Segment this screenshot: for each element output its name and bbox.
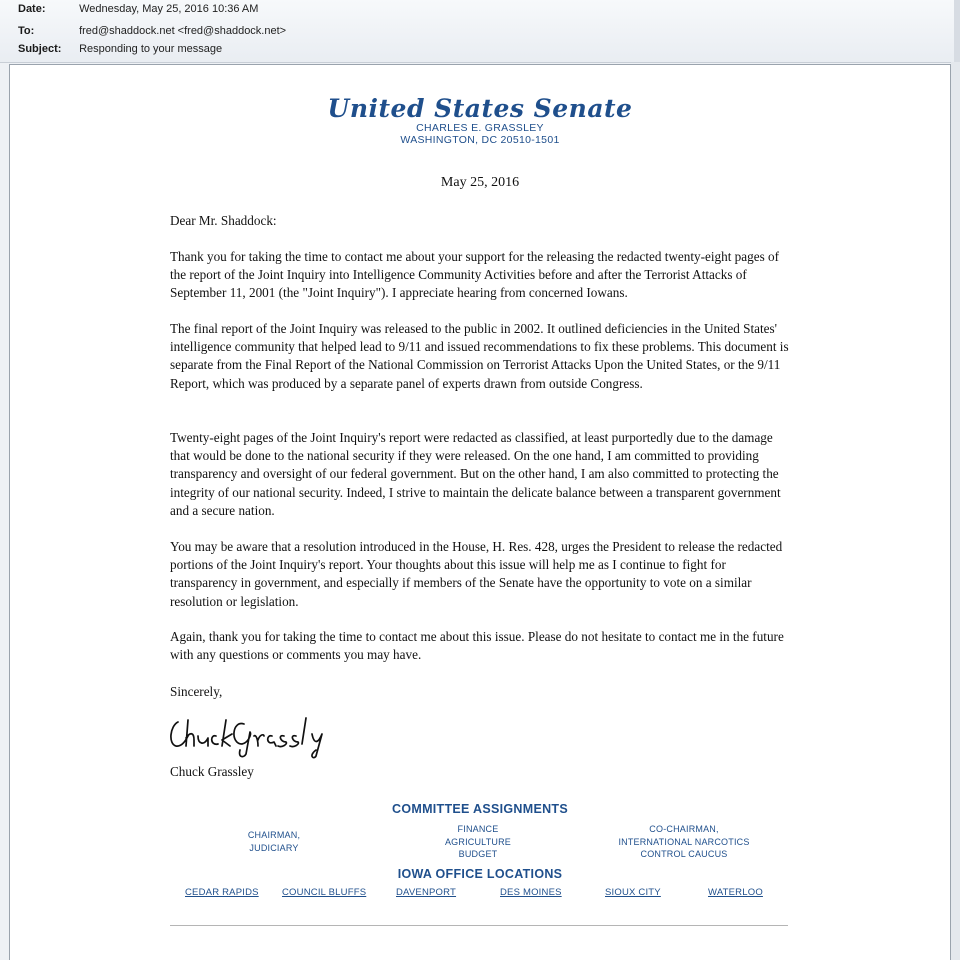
assignment-judiciary xyxy=(214,829,334,854)
letterhead-address: WASHINGTON, DC 20510-1501 xyxy=(400,134,560,146)
office-links xyxy=(170,887,792,901)
letter-date: May 25, 2016 xyxy=(440,175,520,190)
subject-row xyxy=(18,41,222,57)
header-edge xyxy=(954,0,960,62)
assignment-line: CHAIRMAN, xyxy=(247,830,301,840)
assignment-line: INTERNATIONAL NARCOTICS xyxy=(618,836,750,847)
subject-value: Responding to your message xyxy=(79,43,223,55)
office-link-council-bluffs[interactable]: COUNCIL BLUFFS xyxy=(282,887,367,898)
signature xyxy=(166,700,336,760)
assignment-line: CO-CHAIRMAN, xyxy=(649,824,719,834)
paragraph-3: Twenty-eight pages of the Joint Inquiry's report were redacted as classified, at least purportedly due to the damage that would be done to the national security if they were released. On the one hand, I am committed to providing transparency and oversight of our federal government. But on the other hand, I am also committed to protecting the integrity of our national security. Indeed, I strive to maintain the delicate balance between a transparent government and a secure nation. xyxy=(170,430,781,518)
offices-heading: IOWA OFFICE LOCATIONS xyxy=(397,867,563,881)
paragraph-5: Again, thank you for taking the time to contact me about this issue. Please do not hesitate to contact me in the future with any questions or comments you may have. xyxy=(170,629,784,663)
letterhead-senator: CHARLES E. GRASSLEY xyxy=(416,122,544,134)
assignment-line: CONTROL CAUCUS xyxy=(640,849,728,859)
to-label: To: xyxy=(18,25,35,37)
assignment-finance xyxy=(418,823,538,861)
email-header xyxy=(0,0,960,63)
closing: Sincerely, xyxy=(170,684,223,699)
window-edge xyxy=(951,62,960,960)
paragraph-4: You may be aware that a resolution introduced in the House, H. Res. 428, urges the President to release the redacted portions of the Joint Inquiry's report. Your thoughts about this issue will help me as I continue to fight for transparency in government, and especially if members of the Senate have the opportunity to vote on a similar resolution or legislation. xyxy=(170,539,783,609)
subject-label: Subject: xyxy=(18,43,62,55)
date-label: Date: xyxy=(18,3,46,15)
committee-heading: COMMITTEE ASSIGNMENTS xyxy=(392,802,568,816)
office-link-sioux-city[interactable]: SIOUX CITY xyxy=(605,887,661,898)
assignment-narcotics xyxy=(604,823,764,861)
office-link-waterloo[interactable]: WATERLOO xyxy=(708,887,763,898)
footer-divider xyxy=(170,925,788,926)
assignment-line: FINANCE xyxy=(457,824,499,834)
paragraph-1: Thank you for taking the time to contact me about your support for the releasing the redacted twenty-eight pages of the report of the Joint Inquiry into Intelligence Community Activities before and after the Terrorist Attacks of September 11, 2001 (the "Joint Inquiry"). I appreciate hearing from concerned Iowans. xyxy=(170,249,779,301)
to-row xyxy=(18,23,286,39)
assignment-line: BUDGET xyxy=(458,849,498,859)
assignment-line: JUDICIARY xyxy=(249,842,299,853)
date-row xyxy=(18,1,258,17)
assignment-line: AGRICULTURE xyxy=(444,836,512,847)
to-value[interactable]: fred@shaddock.net <fred@shaddock.net> xyxy=(79,25,287,37)
date-value: Wednesday, May 25, 2016 10:36 AM xyxy=(79,3,259,15)
office-link-davenport[interactable]: DAVENPORT xyxy=(396,887,457,898)
letterhead-title: United States Senate xyxy=(327,94,633,123)
paragraph-2: The final report of the Joint Inquiry was released to the public in 2002. It outlined deficiencies in the United States' intelligence community that helped lead to 9/11 and issued recommendations to fix these problems. This document is separate from the Final Report of the National Commission on Terrorist Attacks Upon the United States, or the 9/11 Report, which was produced by a separate panel of experts drawn from outside Congress. xyxy=(170,321,789,391)
signer-name: Chuck Grassley xyxy=(170,764,254,779)
office-link-cedar-rapids[interactable]: CEDAR RAPIDS xyxy=(185,887,259,898)
salutation: Dear Mr. Shaddock: xyxy=(170,213,277,228)
office-link-des-moines[interactable]: DES MOINES xyxy=(500,887,562,898)
